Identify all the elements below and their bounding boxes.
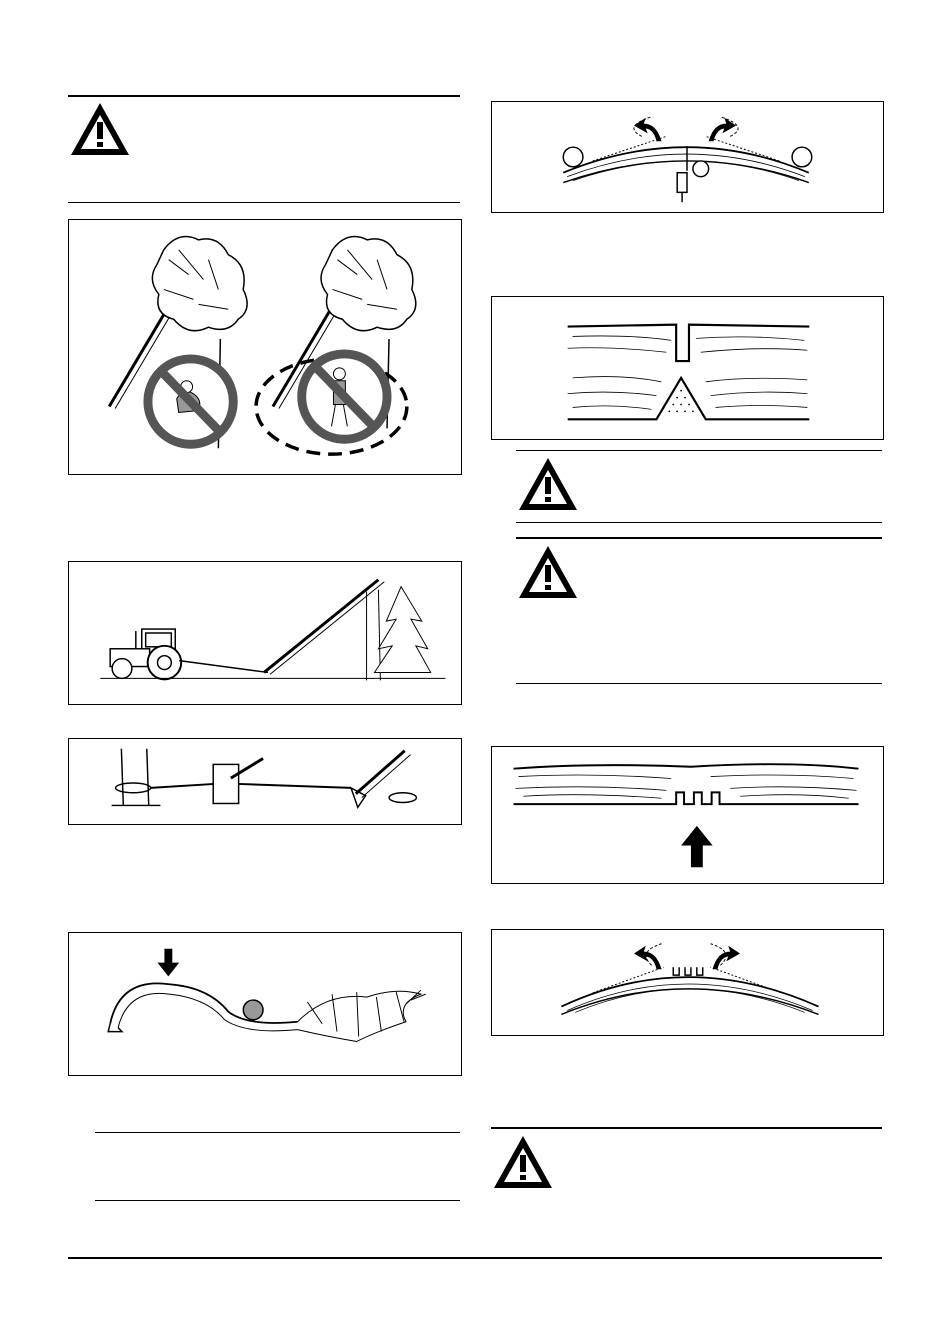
tractor-winch-illustration	[69, 562, 461, 704]
fig-log-cross-section	[491, 296, 884, 440]
page-footer-rule	[68, 1257, 882, 1259]
fig-bent-log-cut	[491, 101, 884, 213]
warning-1-bottom-rule	[68, 202, 460, 203]
prohibited-person-icon-1	[148, 359, 233, 444]
warning-3-top-rule	[516, 537, 882, 539]
fig-hand-winch	[68, 738, 462, 825]
fig-trees-no-entry	[68, 219, 462, 475]
fig-tractor-winch	[68, 561, 462, 705]
log-cuts-arrow-illustration	[492, 747, 883, 883]
note-bottom-rule	[95, 1200, 460, 1201]
down-arrow-icon	[158, 949, 180, 977]
hand-winch-illustration	[69, 739, 461, 824]
warning-triangle-icon	[68, 100, 132, 158]
prohibited-person-icon-2	[302, 354, 387, 439]
curved-arrow-left	[634, 946, 661, 970]
warning-triangle-icon	[491, 1133, 555, 1191]
curved-arrow-right	[713, 946, 740, 970]
fig-log-cuts-arrow	[491, 746, 884, 884]
warning-2-top-rule	[516, 450, 882, 451]
log-cross-section-illustration	[492, 297, 883, 439]
warning-triangle-icon	[516, 455, 580, 513]
bent-log-cut-illustration	[492, 102, 883, 212]
warning-3-bottom-rule	[516, 683, 882, 684]
tension-trunk-illustration	[69, 933, 461, 1075]
warning-1-top-rule	[68, 95, 460, 97]
warning-4-top-rule	[491, 1127, 882, 1129]
warning-2-bottom-rule	[516, 522, 882, 523]
fig-tension-trunk	[68, 932, 462, 1076]
bent-log-notches-illustration	[492, 930, 883, 1035]
warning-triangle-icon	[516, 543, 580, 601]
curved-arrow-left	[634, 118, 662, 142]
up-arrow-icon	[681, 826, 713, 867]
fig-bent-log-notches	[491, 929, 884, 1036]
note-top-rule	[95, 1132, 460, 1133]
trees-no-entry-illustration	[69, 220, 461, 474]
